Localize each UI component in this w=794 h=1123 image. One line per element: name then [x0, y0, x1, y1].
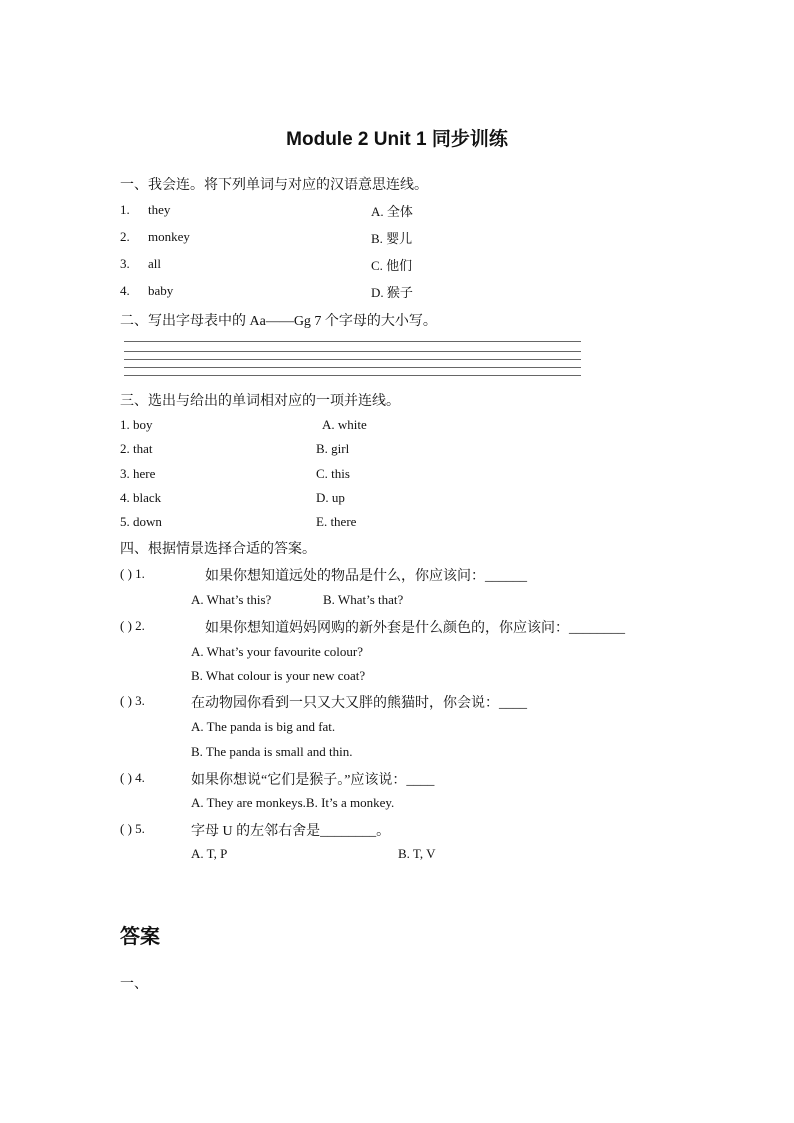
s1-right-1: A. 全体	[371, 204, 413, 219]
q1-text: 如果你想知道远处的物品是什么，你应该问：______	[205, 569, 527, 584]
s1-left-word-4: baby	[148, 283, 174, 298]
writing-line-5	[124, 375, 581, 376]
s3-right-1: A. white	[322, 417, 367, 432]
s1-left-num-2: 2.	[120, 229, 130, 244]
q5-answer-paren[interactable]: ( ) 5.	[120, 821, 145, 836]
s3-left-4: 4. black	[120, 490, 162, 505]
s1-right-4: D. 猴子	[371, 285, 413, 300]
s1-left-word-3: all	[148, 256, 161, 271]
section-4-heading: 四、根据情景选择合适的答案。	[120, 542, 316, 557]
s3-left-2: 2. that	[120, 441, 153, 456]
s3-left-5: 5. down	[120, 514, 162, 529]
answer-heading: 答案	[120, 924, 160, 948]
s1-left-word-1: they	[148, 202, 171, 217]
page-title: Module 2 Unit 1 同步训练	[286, 129, 508, 150]
s3-right-3: C. this	[316, 466, 350, 481]
section-1-heading: 一、我会连。将下列单词与对应的汉语意思连线。	[120, 178, 428, 193]
q1-option-a: A. What’s this?	[191, 592, 272, 607]
s1-right-3: C. 他们	[371, 258, 413, 273]
q4-text: 如果你想说“它们是猴子。”应该说：____	[191, 773, 435, 788]
writing-line-3	[124, 359, 581, 360]
s3-left-3: 3. here	[120, 466, 156, 481]
q3-option-a: A. The panda is big and fat.	[191, 719, 336, 734]
q2-text: 如果你想知道妈妈网购的新外套是什么颜色的，你应该问：________	[205, 621, 625, 636]
writing-line-4	[124, 367, 581, 368]
q4-options: A. They are monkeys.B. It’s a monkey.	[191, 795, 395, 810]
q3-text: 在动物园你看到一只又大又胖的熊猫时，你会说：____	[191, 696, 527, 711]
writing-line-2	[124, 351, 581, 352]
q1-option-b: B. What’s that?	[323, 592, 404, 607]
q5-text: 字母 U 的左邻右舍是________。	[191, 824, 391, 839]
s1-left-word-2: monkey	[148, 229, 190, 244]
q2-option-a: A. What’s your favourite colour?	[191, 644, 363, 659]
writing-line-1	[124, 341, 581, 342]
s1-left-num-4: 4.	[120, 283, 130, 298]
section-2-heading: 二、写出字母表中的 Aa——Gg 7 个字母的大小写。	[120, 314, 437, 329]
s1-left-num-3: 3.	[120, 256, 130, 271]
q5-option-b: B. T, V	[398, 846, 436, 861]
s1-left-num-1: 1.	[120, 202, 130, 217]
q1-answer-paren[interactable]: ( ) 1.	[120, 566, 145, 581]
s3-right-4: D. up	[316, 490, 345, 505]
q3-option-b: B. The panda is small and thin.	[191, 744, 353, 759]
q2-answer-paren[interactable]: ( ) 2.	[120, 618, 145, 633]
s1-right-2: B. 婴儿	[371, 231, 413, 246]
section-3-heading: 三、选出与给出的单词相对应的一项并连线。	[120, 394, 400, 409]
s3-right-2: B. girl	[316, 441, 350, 456]
s3-left-1: 1. boy	[120, 417, 153, 432]
s3-right-5: E. there	[316, 514, 357, 529]
q5-option-a: A. T, P	[191, 846, 228, 861]
q2-option-b: B. What colour is your new coat?	[191, 668, 366, 683]
q3-answer-paren[interactable]: ( ) 3.	[120, 693, 145, 708]
q4-answer-paren[interactable]: ( ) 4.	[120, 770, 145, 785]
answer-section-1-label: 一、	[120, 977, 148, 992]
